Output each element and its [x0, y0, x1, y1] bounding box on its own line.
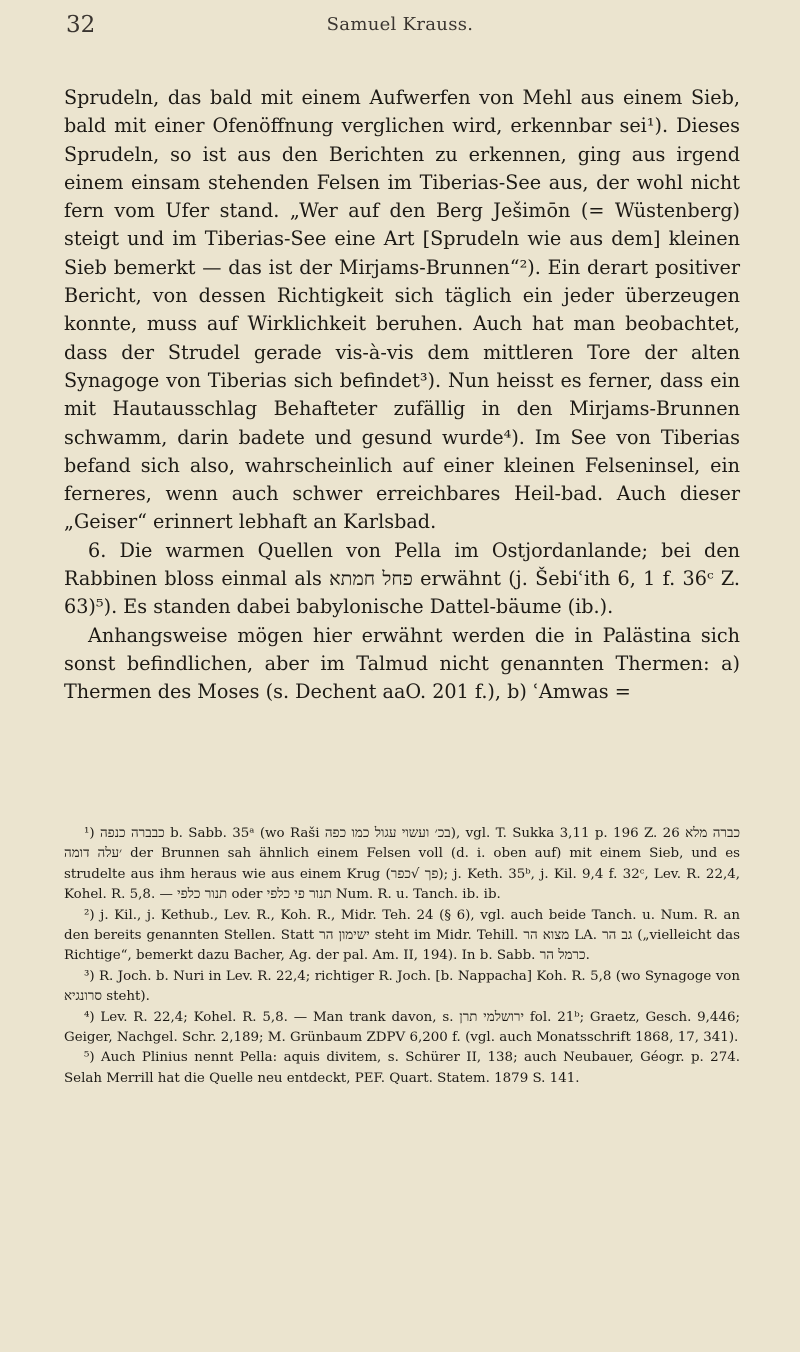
footnote: ³) R. Joch. b. Nuri in Lev. R. 22,4; richtiger R. Joch. [b. Nappacha] Koh. R. 5,8 (wo Synagoge von סרונגיא steht).: [64, 968, 740, 1005]
footnote: ⁴) Lev. R. 22,4; Kohel. R. 5,8. — Man trank davon, s. ירושלמי תרן fol. 21ᵇ; Graetz, Gesch. 9,446; Geiger, Nachgel. Schr. 2,189; M. Grünbaum ZDPV 6,200 f. (vgl. auch Monatsschrift 1868, 17, 341).: [64, 1009, 741, 1046]
footnote: ¹) כבברה כנפה b. Sabb. 35ᵃ (wo Raši בכ׳ ועשוי עגול כמו כפה), vgl. T. Sukka 3,11 p. 196 Z. 26 כברה מלא ׳עלה דומה der Brunnen sah ähnlich einem Felsen voll (d. i. oben auf) mit einem Sieb, und es strudelte aus ihm heraus wie aus einem Krug (פך √כפר); j. Keth. 35ᵇ, j. Kil. 9,4 f. 32ᶜ, Lev. R. 22,4, Kohel. R. 5,8. — תנור כלפי oder תנור פי כלפי Num. R. u. Tanch. ib. ib.: [64, 826, 741, 903]
footnote: ⁵) Auch Plinius nennt Pella: aquis divitem, s. Schürer II, 138; auch Neubauer, Géogr. p. 274. Selah Merrill hat die Quelle neu entdeckt, PEF. Quart. Statem. 1879 S. 141.: [64, 1050, 740, 1086]
paragraph: 6. Die warmen Quellen von Pella im Ostjordanlande; bei den Rabbinen bloss einmal als פחל חמתא erwähnt (j. Šebiʿith 6, 1 f. 36ᶜ Z. 63)⁵). Es standen dabei babylonische Dattel-bäume (ib.).: [64, 538, 741, 619]
running-title: Samuel Krauss.: [326, 14, 474, 35]
main-text: [64, 84, 740, 707]
paragraph: Sprudeln, das bald mit einem Aufwerfen von Mehl aus einem Sieb, bald mit einer Ofenöffnung verglichen wird, erkennbar sei¹). Dieses Sprudeln, so ist aus den Berichten zu erkennen, ging aus irgend einem einsam stehenden Felsen im Tiberias-See aus, der wohl nicht fern vom Ufer stand. „Wer auf den Berg Ješimōn (= Wüstenberg) steigt und im Tiberias-See eine Art [Sprudeln wie aus dem] kleinen Sieb bemerkt — das ist der Mirjams-Brunnen“²). Ein derart positiver Bericht, von dessen Richtigkeit sich täglich ein jeder überzeugen konnte, muss auf Wirklichkeit beruhen. Auch hat man beobachtet, dass der Strudel gerade vis-à-vis dem mittleren Tore der alten Synagoge von Tiberias sich befindet³). Nun heisst es ferner, dass ein mit Hautausschlag Behafteter zufällig in den Mirjams-Brunnen schwamm, darin badete und gesund wurde⁴). Im See von Tiberias befand sich also, wahrscheinlich auf einer kleinen Felseninsel, ein ferneres, wenn auch schwer erreichbares Heil-bad. Auch dieser „Geiser“ erinnert lebhaft an Karlsbad.: [64, 86, 740, 534]
footnotes: [64, 824, 740, 1089]
page-header: [0, 12, 800, 52]
footnote: ²) j. Kil., j. Kethub., Lev. R., Koh. R., Midr. Teh. 24 (§ 6), vgl. auch beide Tanch. u. Num. R. an den bereits genannten Stellen. Statt ישימון הר steht im Midr. Tehill. מצוא הר LA. גב הר („vielleicht das Richtige“, bemerkt dazu Bacher, Ag. der pal. Am. II, 194). In b. Sabb. כרמל הר.: [64, 907, 740, 964]
page-number: 32: [66, 12, 96, 38]
paragraph: Anhangsweise mögen hier erwähnt werden die in Palästina sich sonst befindlichen, aber im Talmud nicht genannten Thermen: a) Thermen des Moses (s. Dechent aaO. 201 f.), b) ʿAmwas =: [64, 623, 740, 704]
